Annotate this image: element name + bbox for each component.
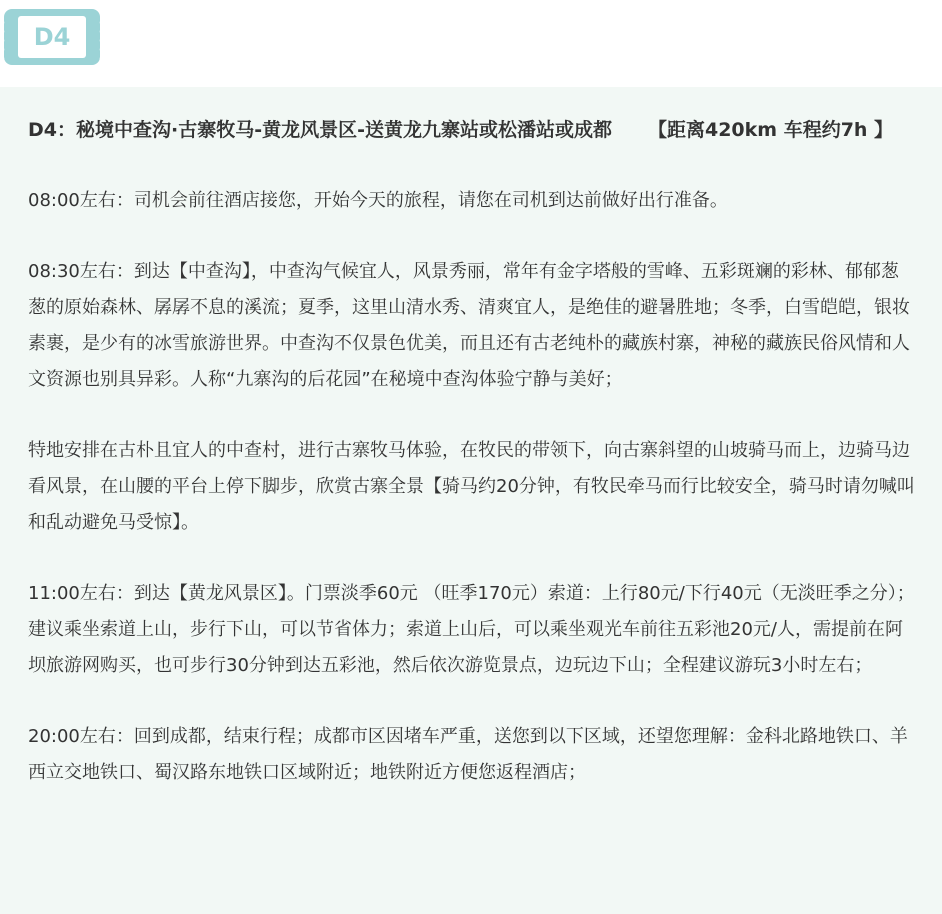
itinerary-paragraph-0830: 08:30左右：到达【中查沟】，中查沟气候宜人，风景秀丽，常年有金字塔般的雪峰、五彩斑斓的彩林、郁郁葱葱的原始森林、孱孱不息的溪流；夏季，这里山清水秀、清爽宜人，是绝佳的避暑胜地；冬季，白雪皑皑，银妆素裹，是少有的冰雪旅游世界。中查沟不仅景色优美，而且还有古老纯朴的藏族村寨，神秘的藏族民俗风情和人文资源也别具异彩。人称“九寨沟的后花园”在秘境中查沟体验宁静与美好； bbox=[28, 261, 910, 390]
day-badge bbox=[4, 9, 100, 65]
itinerary-paragraph-0800: 08:00左右：司机会前往酒店接您，开始今天的旅程，请您在司机到达前做好出行准备。 bbox=[28, 190, 728, 211]
itinerary-paragraph-1100: 11:00左右：到达【黄龙风景区】。门票淡季60元 （旺季170元）索道：上行80元/下行40元（无淡旺季之分）；建议乘坐索道上山，步行下山，可以节省体力；索道上山后，可以乘坐观光车前往五彩池20元/人，需提前在阿坝旅游网购买，也可步行30分钟到达五彩池，然后依次游览景点，边玩边下山；全程建议游玩3小时左右； bbox=[28, 583, 915, 676]
day-title bbox=[28, 113, 916, 147]
day-route: D4：秘境中查沟·古寨牧马-黄龙风景区-送黄龙九寨站或松潘站或成都 bbox=[28, 119, 612, 141]
itinerary-paragraph-horse-riding: 特地安排在古朴且宜人的中查村，进行古寨牧马体验，在牧民的带领下，向古寨斜望的山坡骑马而上，边骑马边看风景，在山腰的平台上停下脚步，欣赏古寨全景【骑马约20分钟，有牧民牵马而行比较安全，骑马时请勿喊叫和乱动避免马受惊】。 bbox=[28, 440, 915, 533]
itinerary-paragraph-2000: 20:00左右：回到成都，结束行程；成都市区因堵车严重，送您到以下区域，还望您理解：金科北路地铁口、羊西立交地铁口、蜀汉路东地铁口区域附近；地铁附近方便您返程酒店； bbox=[28, 726, 908, 783]
day-badge-label: D4 bbox=[18, 16, 86, 58]
itinerary-panel bbox=[0, 87, 942, 914]
day-distance: 【距离420km 车程约7h 】 bbox=[647, 119, 894, 141]
